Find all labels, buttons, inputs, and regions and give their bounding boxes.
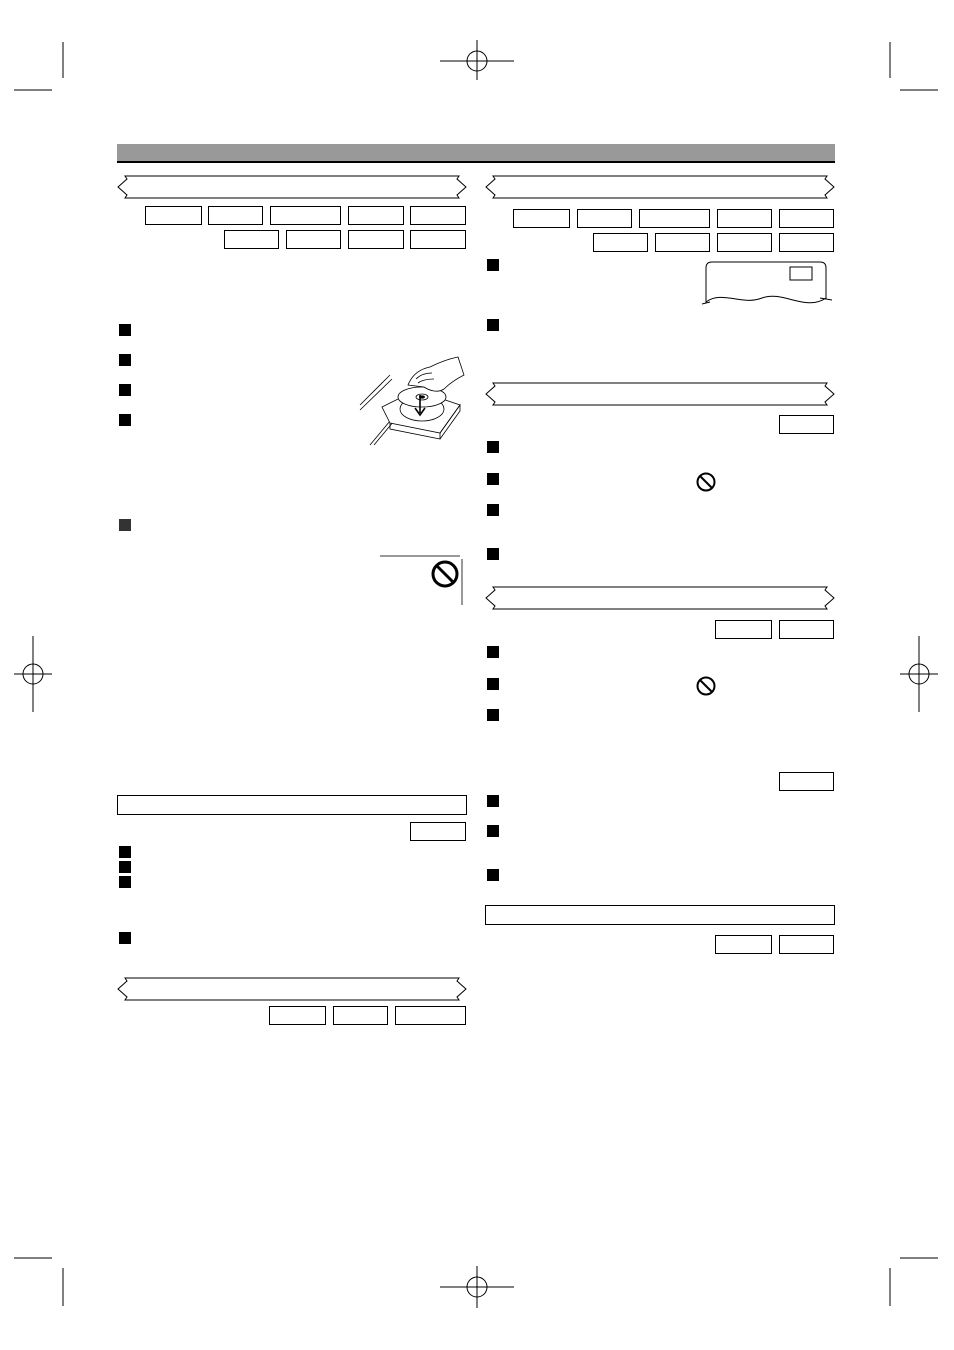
prohibit-icon xyxy=(695,471,717,493)
step-bullet xyxy=(487,548,499,560)
disc-type-tab xyxy=(348,230,404,249)
disc-type-tab xyxy=(779,209,834,228)
step-bullet xyxy=(487,869,499,881)
step-bullet xyxy=(487,709,499,721)
step-bullet xyxy=(119,519,131,531)
disc-type-tab xyxy=(224,230,279,249)
disc-type-tab xyxy=(717,233,772,252)
step-bullet xyxy=(119,932,131,944)
step-bullet xyxy=(119,876,131,888)
disc-type-tab xyxy=(286,230,341,249)
registration-mark-icon xyxy=(440,1266,514,1308)
step-bullet xyxy=(119,414,131,426)
step-bullet xyxy=(487,504,499,516)
disc-type-tab xyxy=(395,1006,466,1025)
registration-mark-icon xyxy=(900,636,938,712)
subsection-bar-left xyxy=(117,795,467,815)
disc-type-tab xyxy=(270,206,341,225)
step-bullet xyxy=(119,324,131,336)
disc-type-tab xyxy=(779,772,834,791)
section-header-right-3 xyxy=(485,586,835,610)
screen-display-illustration xyxy=(702,260,834,310)
disc-type-tab xyxy=(269,1006,326,1025)
disc-type-tab xyxy=(208,206,263,225)
prohibit-icon xyxy=(695,675,717,697)
disc-type-tab xyxy=(715,935,772,954)
disc-type-tab xyxy=(333,1006,388,1025)
section-header-right-1 xyxy=(485,175,835,199)
prohibit-icon xyxy=(430,559,460,589)
disc-type-tab xyxy=(593,233,648,252)
disc-type-tab xyxy=(779,620,834,639)
step-bullet xyxy=(487,319,499,331)
disc-type-tab xyxy=(779,233,834,252)
disc-type-tab xyxy=(717,209,772,228)
disc-type-tab xyxy=(639,209,710,228)
disc-type-tab xyxy=(577,209,632,228)
subsection-bar-right xyxy=(485,905,835,925)
disc-type-tab xyxy=(348,206,404,225)
step-bullet xyxy=(119,861,131,873)
section-header-left-2 xyxy=(117,977,467,1001)
step-bullet xyxy=(119,846,131,858)
disc-type-tab xyxy=(779,935,834,954)
step-bullet xyxy=(487,259,499,271)
registration-mark-icon xyxy=(14,636,52,712)
disc-type-tab xyxy=(410,822,466,841)
disc-type-tab xyxy=(779,415,834,434)
page-title-bar xyxy=(117,144,835,163)
step-bullet xyxy=(487,795,499,807)
step-bullet xyxy=(119,354,131,366)
step-bullet xyxy=(119,384,131,396)
disc-type-tab xyxy=(145,206,202,225)
disc-type-tab xyxy=(715,620,772,639)
step-bullet xyxy=(487,441,499,453)
disc-type-tab xyxy=(513,209,570,228)
disc-type-tab xyxy=(410,206,466,225)
disc-type-tab xyxy=(410,230,466,249)
step-bullet xyxy=(487,678,499,690)
step-bullet xyxy=(487,825,499,837)
step-bullet xyxy=(487,646,499,658)
registration-mark-icon xyxy=(440,40,514,80)
section-header-right-2 xyxy=(485,382,835,406)
disc-type-tab xyxy=(655,233,710,252)
section-header-left-1 xyxy=(117,175,467,199)
step-bullet xyxy=(487,473,499,485)
disc-insert-illustration xyxy=(360,355,466,447)
